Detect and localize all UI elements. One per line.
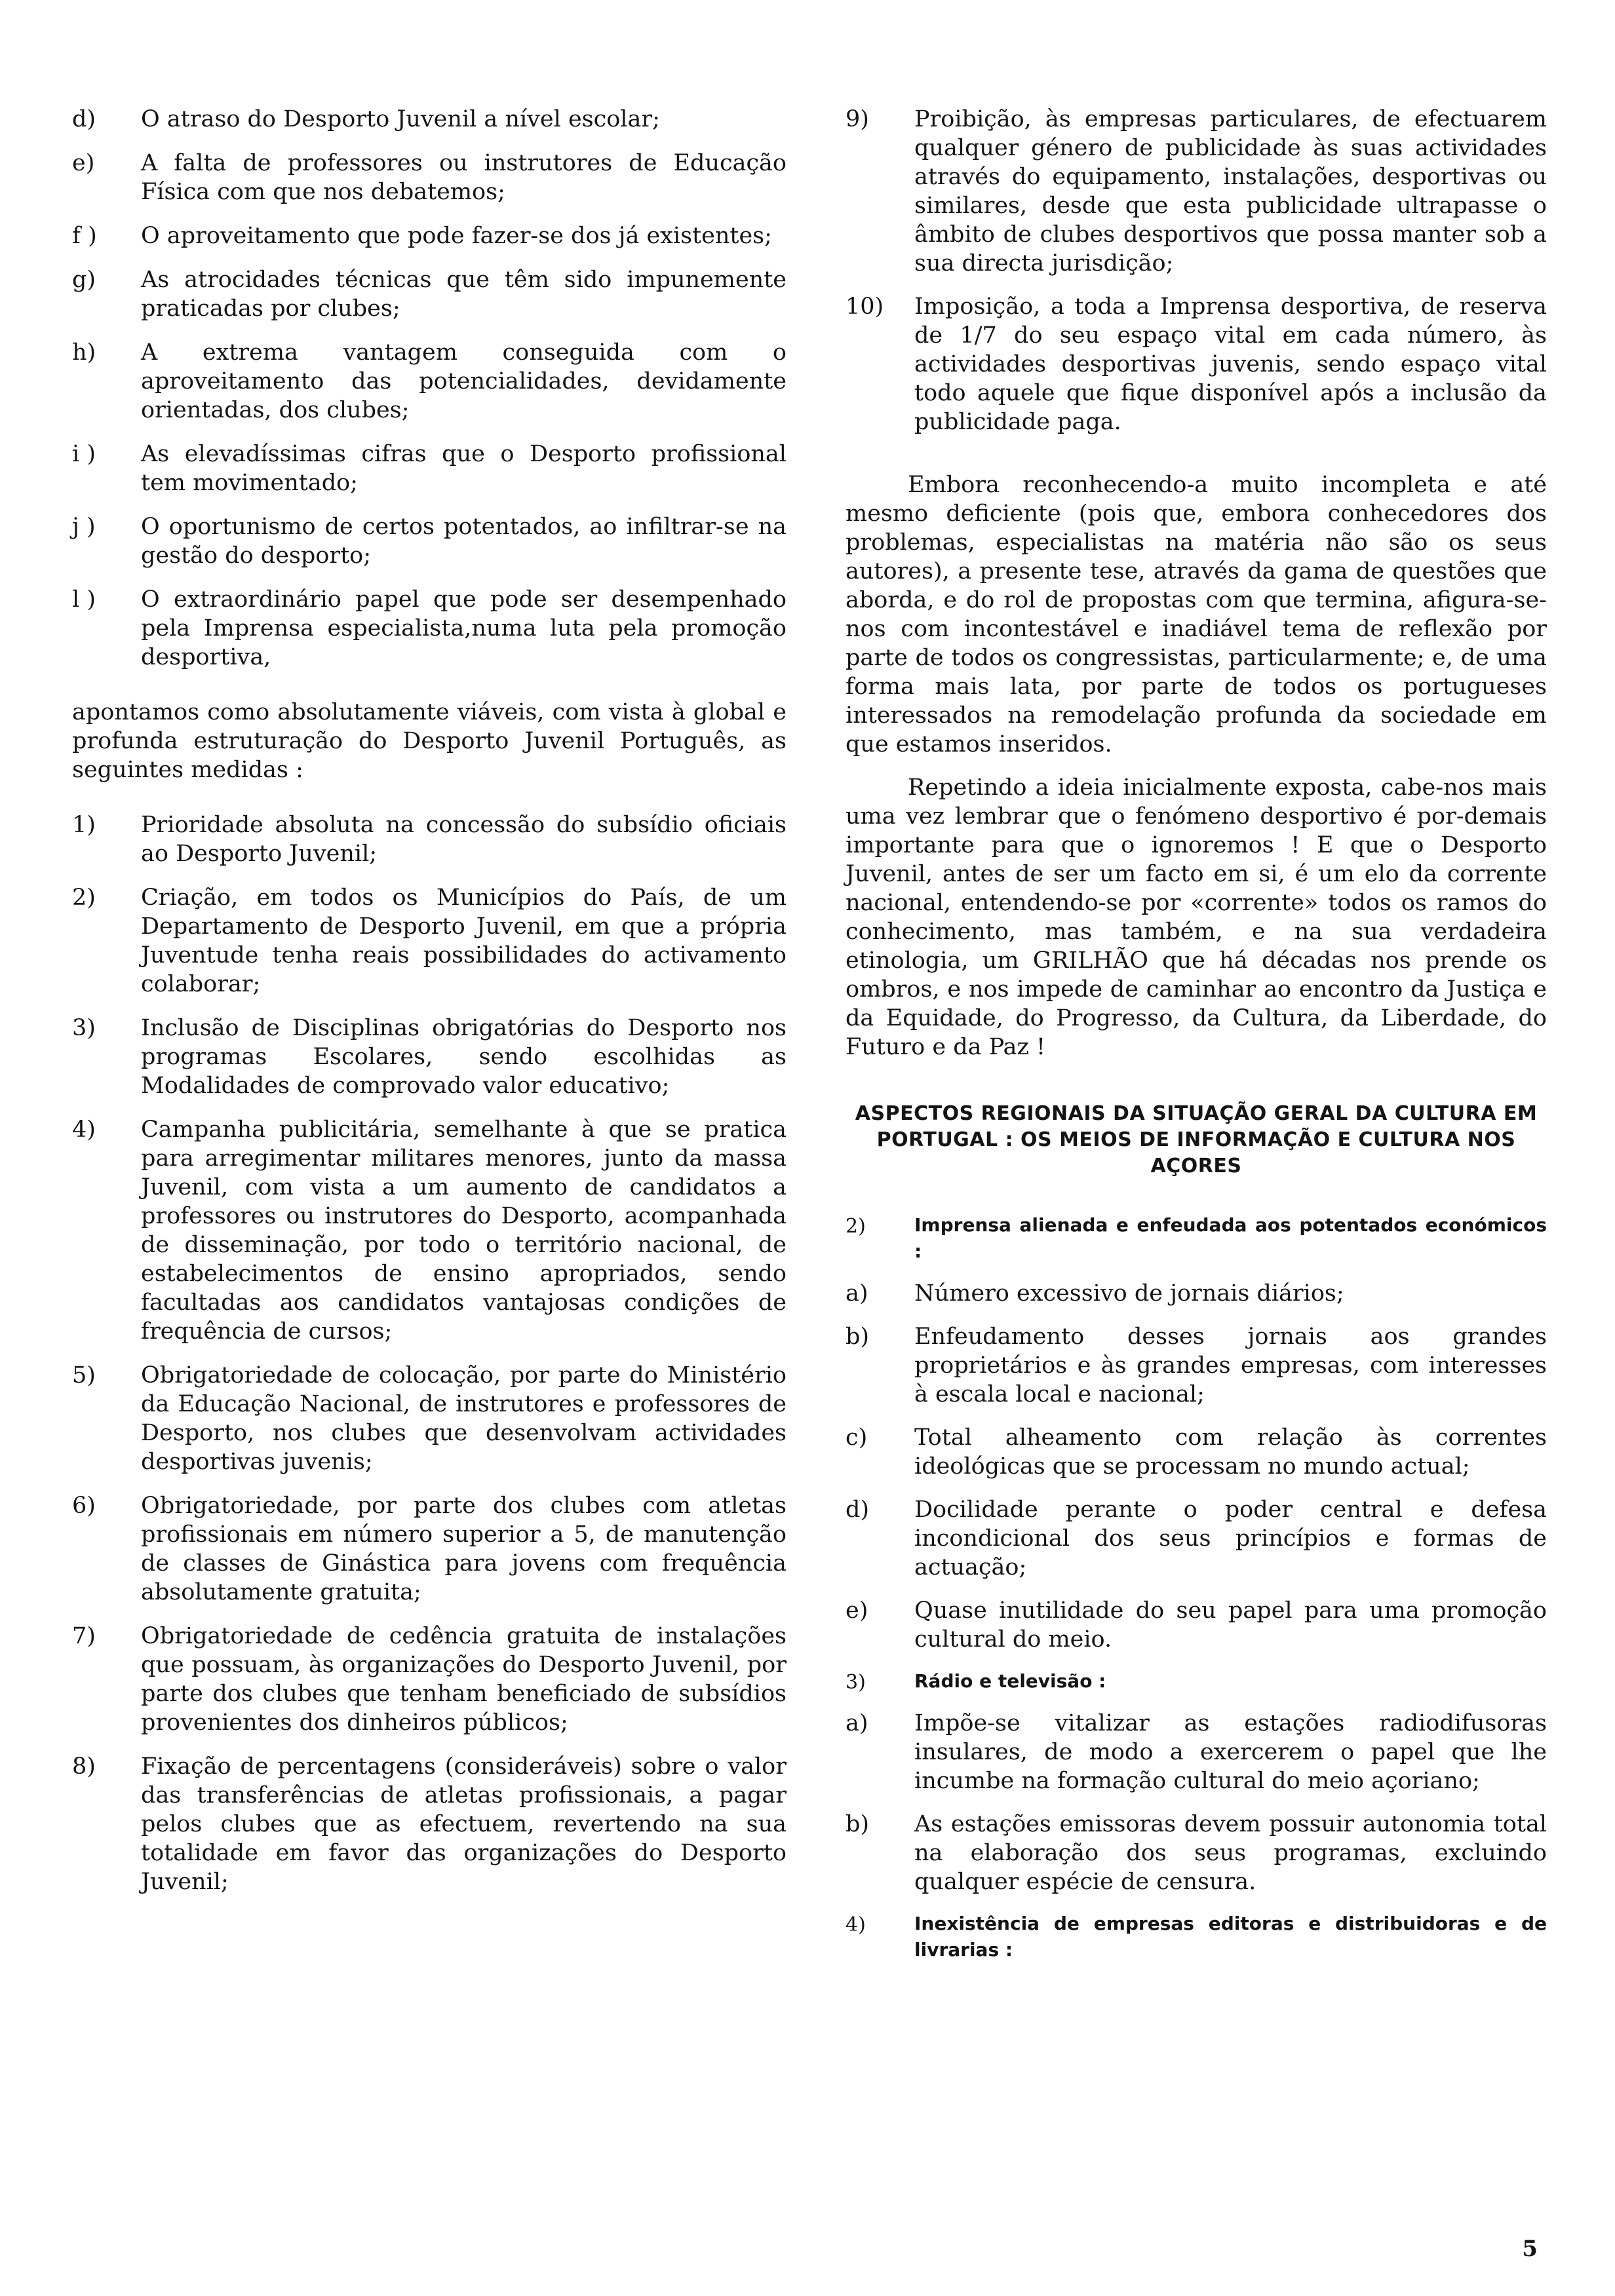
list-item-text: Fixação de percentagens (consideráveis) sobre o valor das transferências de atletas profissionais, a pagar pelos clubes que as efectuem, revertendo na sua totalidade em favor das organizações do Desporto Juvenil; [141,1753,787,1895]
list-item-text: Inclusão de Disciplinas obrigatórias do Desporto nos programas Escolares, sendo escolhidas as Modalidades de comprovado valor educativo; [141,1015,787,1099]
list-marker: l ) [72,586,96,613]
list-marker: 4) [72,1117,96,1143]
consideration-item [72,221,787,250]
list-item-text: Imposição, a toda a Imprensa desportiva, de reserva de 1/7 do seu espaço vital em cada número, às actividades desportivas juvenis, sendo espaço vital todo aquele que fique disponível após a inclusão da publicidade paga. [914,294,1547,435]
list-item-text: Total alheamento com relação às correntes ideológicas que se processam no mundo actual; [914,1425,1547,1480]
list-marker: a) [846,1710,868,1736]
list-item-text: A extrema vantagem conseguida com o aproveitamento das potencialidades, devidamente orientadas, dos clubes; [141,339,787,423]
consideration-item [72,440,787,497]
list-marker: 1) [72,812,96,838]
list-marker: 3) [72,1015,96,1041]
list-item-text: Impõe-se vitalizar as estações radiodifusoras insulares, de modo a exercerem o papel que lhe incumbe na formação cultural do meio açoriano; [914,1710,1547,1794]
closing-paragraph-2: Repetindo a ideia inicialmente exposta, cabe-nos mais uma vez lembrar que o fenómeno desportivo é por-demais importante para que o ignoremos ! E que o Desporto Juvenil, antes de ser um facto em si, é um elo da corrente nacional, entendendo-se por «corrente» todos os ramos do conhecimento, mas também, e na sua verdadeira etinologia, um GRILHÃO que há décadas nos prende os ombros, e nos impede de caminhar ao encontro da Justiça e da Equidade, do Progresso, da Cultura, da Liberdade, do Futuro e da Paz ! [846,775,1547,1060]
list-item-text: Proibição, às empresas particulares, de efectuarem qualquer género de publicidade às suas actividades através do equipamento, instalações, desportivas ou similares, desde que esta publicidade ultrapasse o âmbito de clubes desportivos que possa manter sob a sua directa jurisdição; [914,106,1547,277]
right-column [846,105,1547,1978]
list-marker: d) [72,106,96,132]
list-item-text: O oportunismo de certos potentados, ao infiltrar-se na gestão do desporto; [141,514,787,569]
list-item-text: As atrocidades técnicas que têm sido impunemente praticadas por clubes; [141,267,787,322]
list-item-text: Prioridade absoluta na concessão do subsídio oficiais ao Desporto Juvenil; [141,812,787,867]
section-heading: ASPECTOS REGIONAIS DA SITUAÇÃO GERAL DA CULTURA EM PORTUGAL : OS MEIOS DE INFORMAÇÃO E CULTURA NOS AÇORES [855,1102,1538,1177]
list-marker: f ) [72,223,97,249]
radio-item [846,1709,1547,1795]
list-item-text: Campanha publicitária, semelhante à que se pratica para arregimentar militares menores, junto da massa Juvenil, com vista a um aumento de candidatos a professores ou instrutores do Desporto, acompanhada de disseminação, por todo o território nacional, de estabelecimentos de ensino apropriados, sendo facultadas aos candidatos vantajosas condições de frequência de cursos; [141,1117,787,1345]
list-marker: 6) [72,1493,96,1519]
press-item [846,1495,1547,1582]
press-item [846,1596,1547,1654]
subsection-marker: 2) [846,1215,866,1238]
list-marker: 2) [72,885,96,911]
left-column [72,105,787,1911]
list-marker: j ) [72,514,96,540]
list-marker: i ) [72,441,96,467]
measure-item [72,883,787,999]
left-item-list [72,105,787,672]
list-marker: b) [846,1324,870,1350]
list-marker: e) [72,150,95,176]
subsection-2-list [846,1279,1547,1654]
consideration-item [72,265,787,323]
list-marker: 8) [72,1753,96,1780]
list-marker: a) [846,1280,868,1307]
measure-item [72,1491,787,1607]
subsection-marker: 4) [846,1913,866,1936]
subsection-2-heading [846,1212,1547,1265]
list-marker: c) [846,1425,868,1451]
subsection-marker: 3) [846,1671,866,1694]
list-marker: d) [846,1497,870,1523]
list-item-text: As elevadíssimas cifras que o Desporto profissional tem movimentado; [141,441,787,496]
list-item-text: Número excessivo de jornais diários; [914,1280,1344,1307]
consideration-item [72,585,787,672]
subsection-3-heading [846,1668,1547,1694]
measure-item [846,105,1547,278]
measures-list [72,811,787,1896]
consideration-item [72,512,787,570]
list-item-text: Docilidade perante o poder central e defesa incondicional dos seus princípios e formas de actuação; [914,1497,1547,1580]
list-marker: h) [72,339,96,366]
list-item-text: A falta de professores ou instrutores de Educação Física com que nos debatemos; [141,150,787,205]
consideration-item [72,105,787,134]
measure-item [72,1752,787,1896]
list-marker: 9) [846,106,869,132]
measure-item [72,811,787,868]
measure-item [72,1361,787,1476]
page-number: 5 [1522,2236,1538,2262]
list-item-text: As estações emissoras devem possuir autonomia total na elaboração dos seus programas, excluindo qualquer espécie de censura. [914,1811,1547,1895]
list-item-text: Obrigatoriedade de colocação, por parte do Ministério da Educação Nacional, de instrutores e professores de Desporto, nos clubes que desenvolvam actividades desportivas juvenis; [141,1362,787,1475]
consideration-item [72,149,787,206]
list-marker: 7) [72,1623,96,1649]
list-item-text: Obrigatoriedade, por parte dos clubes com atletas profissionais em número superior a 5, de manutenção de classes de Ginástica para jovens com frequência absolutamente gratuita; [141,1493,787,1605]
list-marker: g) [72,267,96,293]
subsection-3-list [846,1709,1547,1896]
measure-item [72,1115,787,1346]
list-item-text: O atraso do Desporto Juvenil a nível escolar; [141,106,660,132]
list-item-text: Criação, em todos os Municípios do País, de um Departamento de Desporto Juvenil, em que a própria Juventude tenha reais possibilidades do activamento colaborar; [141,885,787,997]
consideration-item [72,338,787,425]
list-item-text: Quase inutilidade do seu papel para uma promoção cultural do meio. [914,1598,1547,1653]
press-item [846,1423,1547,1481]
closing-paragraph-1: Embora reconhecendo-a muito incompleta e até mesmo deficiente (pois que, embora conhecedores dos problemas, especialistas na matéria não são os seus autores), a presente tese, através da gama de questões que aborda, e do rol de propostas com que termina, afigura-se-nos com incontestável e inadiável tema de reflexão por parte de todos os congressistas, particularmente; e, de uma forma mais lata, por parte de todos os portugueses interessados na remodelação profunda da sociedade em que estamos inseridos. [846,472,1547,757]
subsection-title: Rádio e televisão : [914,1670,1106,1692]
radio-item [846,1810,1547,1896]
measure-item [72,1622,787,1737]
list-item-text: Enfeudamento desses jornais aos grandes proprietários e às grandes empresas, com interesses à escala local e nacional; [914,1324,1547,1407]
measure-item [846,292,1547,436]
list-marker: e) [846,1598,868,1624]
list-item-text: O aproveitamento que pode fazer-se dos já existentes; [141,223,772,249]
subsection-title: Inexistência de empresas editoras e distribuidoras e de livrarias : [914,1913,1547,1961]
measure-item [72,1014,787,1100]
subsection-title: Imprensa alienada e enfeudada aos potentados económicos : [914,1214,1547,1262]
left-intro-paragraph: apontamos como absolutamente viáveis, com vista à global e profunda estruturação do Desporto Juvenil Português, as seguintes medidas : [72,699,787,783]
list-item-text: O extraordinário papel que pode ser desempenhado pela Imprensa especialista,numa luta pela promoção desportiva, [141,586,787,670]
press-item [846,1279,1547,1308]
subsection-4-heading [846,1911,1547,1963]
list-marker: b) [846,1811,870,1837]
right-measures-list [846,105,1547,436]
list-item-text: Obrigatoriedade de cedência gratuita de instalações que possuam, às organizações do Desporto Juvenil, por parte dos clubes que tenham beneficiado de subsídios provenientes dos dinheiros públicos; [141,1623,787,1736]
list-marker: 10) [846,294,884,320]
list-marker: 5) [72,1362,96,1388]
press-item [846,1322,1547,1409]
